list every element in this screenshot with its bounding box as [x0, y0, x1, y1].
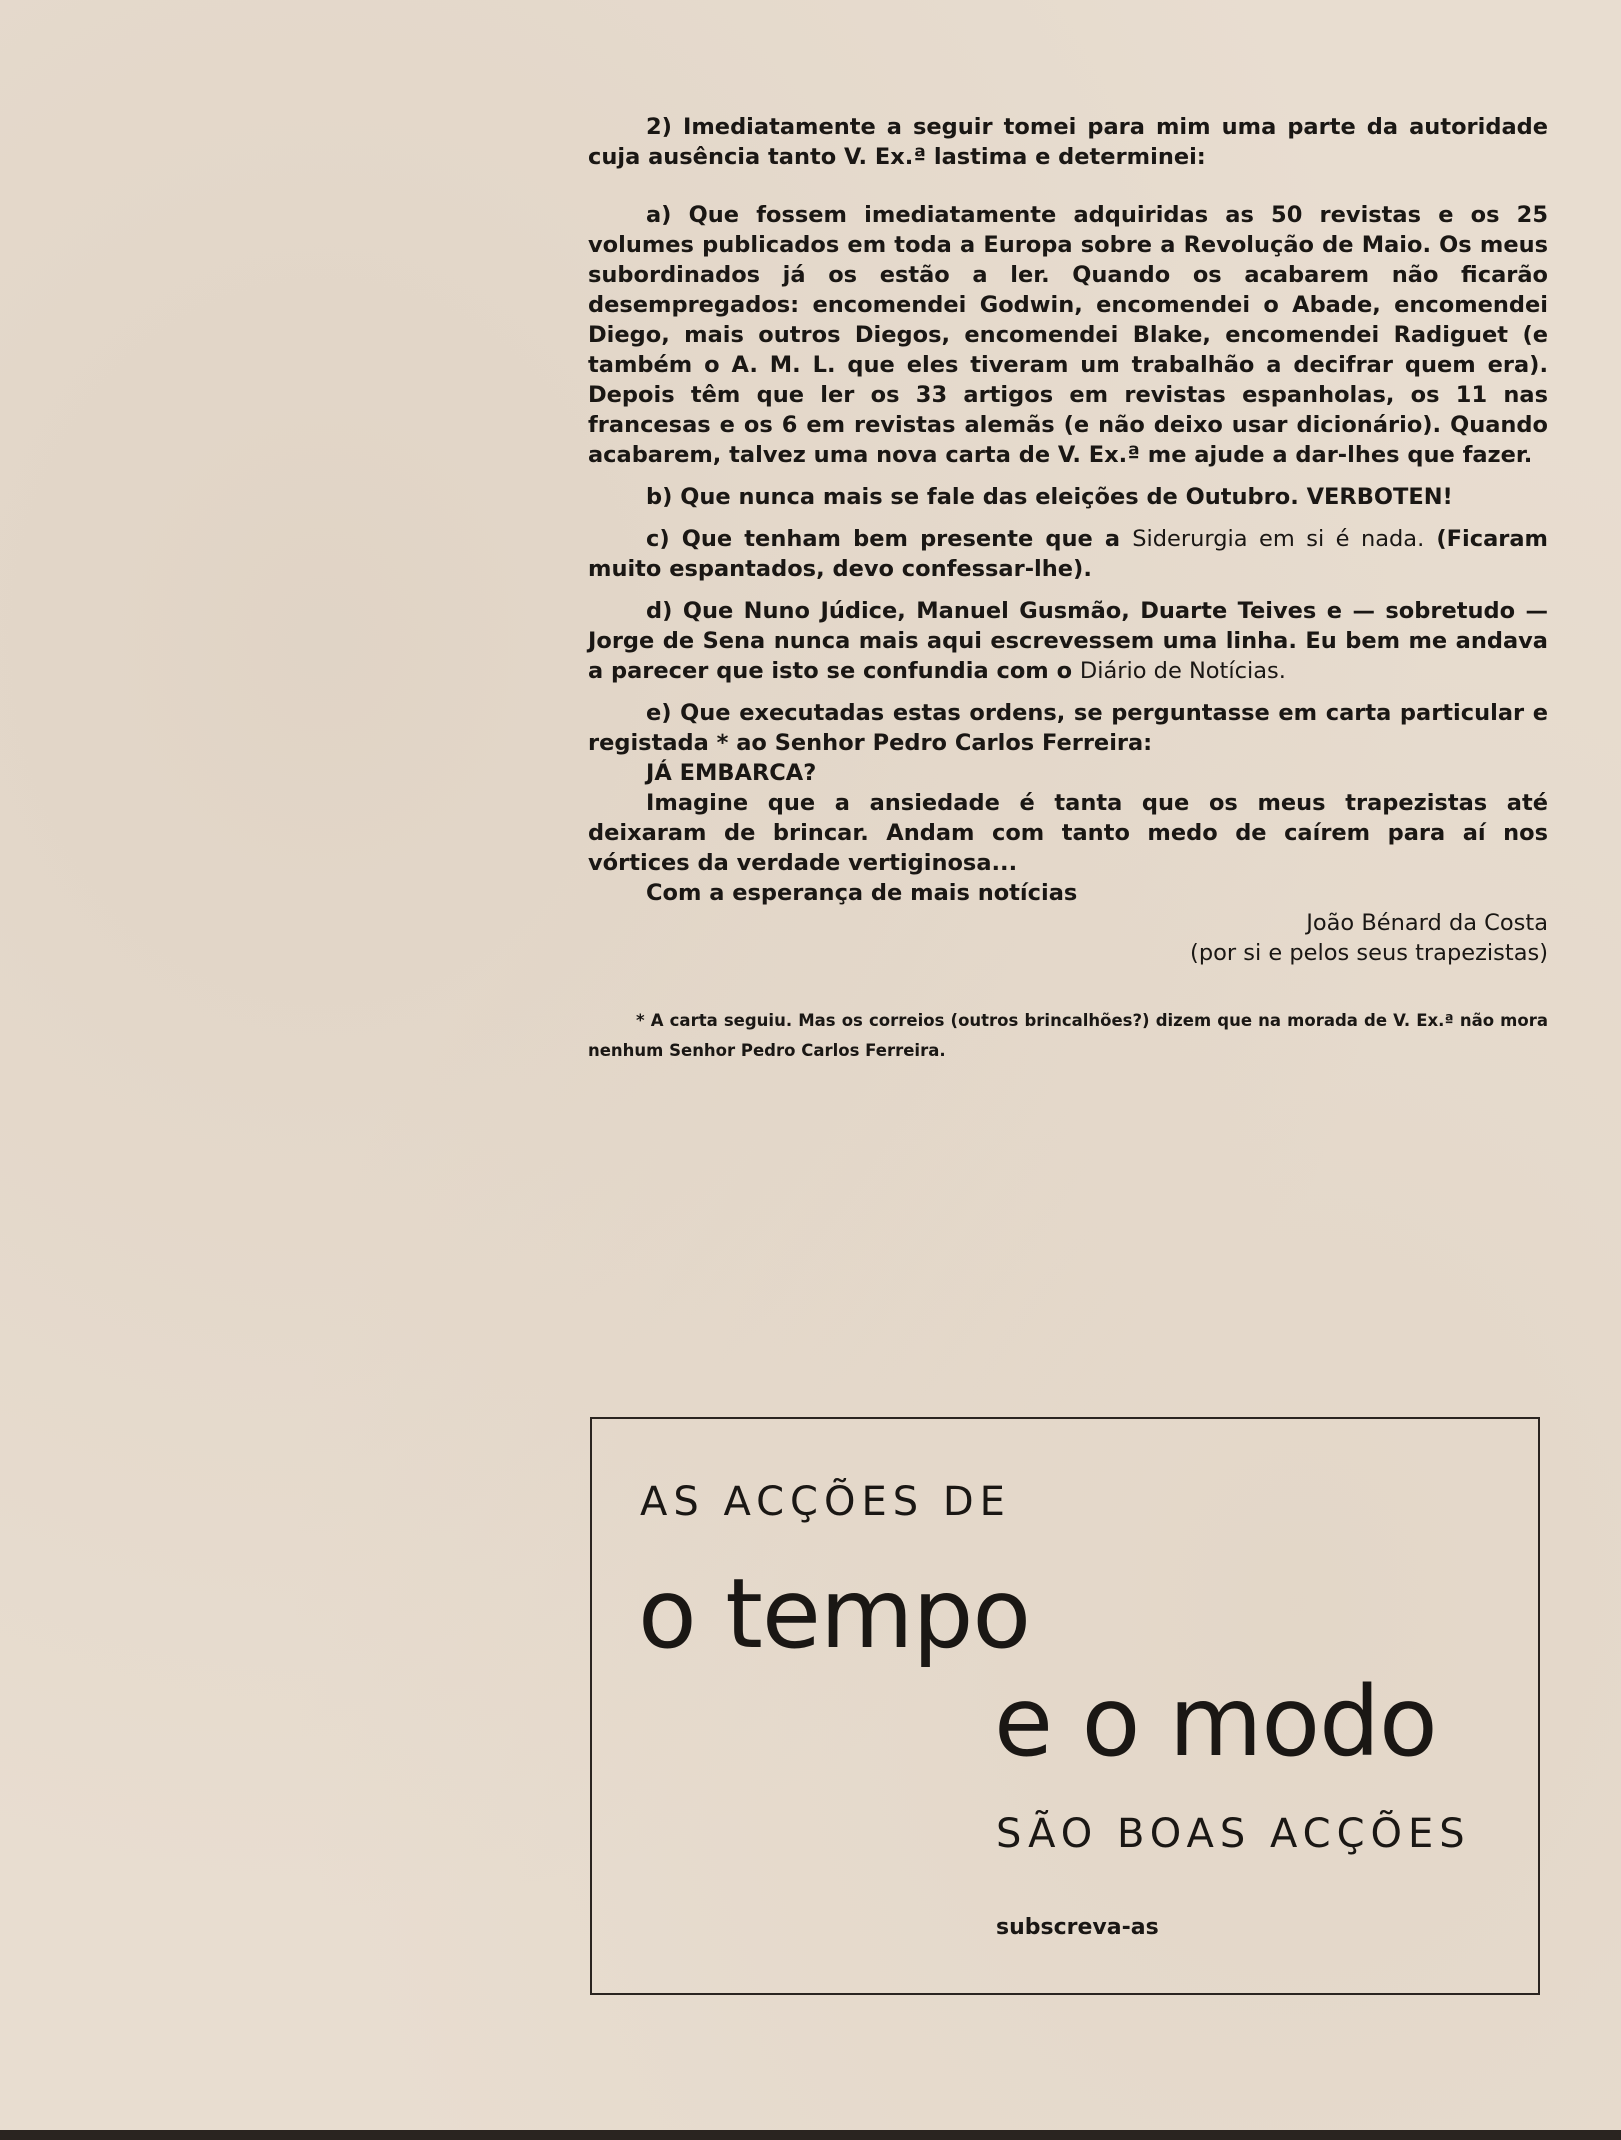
signature-note: (por si e pelos seus trapezistas) — [1190, 940, 1548, 966]
signature-name: João Bénard da Costa — [1306, 910, 1548, 936]
item-c — [588, 524, 1548, 584]
footnote: * A carta seguiu. Mas os correios (outros brincalhões?) dizem que na morada de V. Ex.ª não mora nenhum Senhor Pedro Carlos Ferreira. — [588, 1011, 1548, 1060]
page-bottom-edge — [0, 2130, 1621, 2140]
paragraph-2: 2) Imediatamente a seguir tomei para mim uma parte da autoridade cuja ausência tanto V. Ex.ª lastima e determinei: — [588, 114, 1548, 170]
item-c-end: (Ficaram muito espantados, devo confessar-lhe). — [588, 526, 1548, 582]
closing-paragraph: Imagine que a ansiedade é tanta que os meus trapezistas até deixaram de brincar. Andam com tanto medo de caírem para aí nos vórtices da verdade vertiginosa... — [588, 790, 1548, 876]
item-c-light: Siderurgia em si é nada. — [1132, 526, 1425, 552]
letter-article — [588, 112, 1548, 1066]
advert-line-1: AS ACÇÕES DE — [640, 1479, 1011, 1525]
item-d — [588, 596, 1548, 686]
item-e: e) Que executadas estas ordens, se perguntasse em carta particular e registada * ao Senhor Pedro Carlos Ferreira: — [588, 700, 1548, 756]
item-d-light: Diário de Notícias. — [1079, 658, 1286, 684]
item-a: a) Que fossem imediatamente adquiridas as 50 revistas e os 25 volumes publicados em toda a Europa sobre a Revolução de Maio. Os meus subordinados já os estão a ler. Quando os acabarem não ficarão desempregados: encomendei Godwin, encomendei o Abade, encomendei Diego, mais outros Diegos, encomendei Blake, encomendei Radiguet (e também o A. M. L. que eles tiveram um trabalhão a decifrar quem era). Depois têm que ler os 33 artigos em revistas espanholas, os 11 nas francesas e os 6 em revistas alemãs (e não deixo usar dicionário). Quando acabarem, talvez uma nova carta de V. Ex.ª me ajude a dar-lhes que fazer. — [588, 202, 1548, 468]
question-line: JÁ EMBARCA? — [646, 760, 817, 786]
item-b: b) Que nunca mais se fale das eleições de Outubro. VERBOTEN! — [646, 484, 1453, 510]
advert-line-5: subscreva-as — [996, 1915, 1159, 1940]
subscription-advert — [590, 1417, 1540, 1995]
item-c-start: c) Que tenham bem presente que a — [646, 526, 1133, 552]
advert-line-2: o tempo — [638, 1558, 1031, 1670]
advert-line-3: e o modo — [994, 1666, 1437, 1778]
farewell-line: Com a esperança de mais notícias — [646, 880, 1078, 906]
advert-line-4: SÃO BOAS ACÇÕES — [996, 1811, 1471, 1857]
item-d-start: d) Que Nuno Júdice, Manuel Gusmão, Duarte Teives e — sobretudo — Jorge de Sena nunca mais aqui escrevessem uma linha. Eu bem me andava a parecer que isto se confundia com o — [588, 598, 1548, 684]
